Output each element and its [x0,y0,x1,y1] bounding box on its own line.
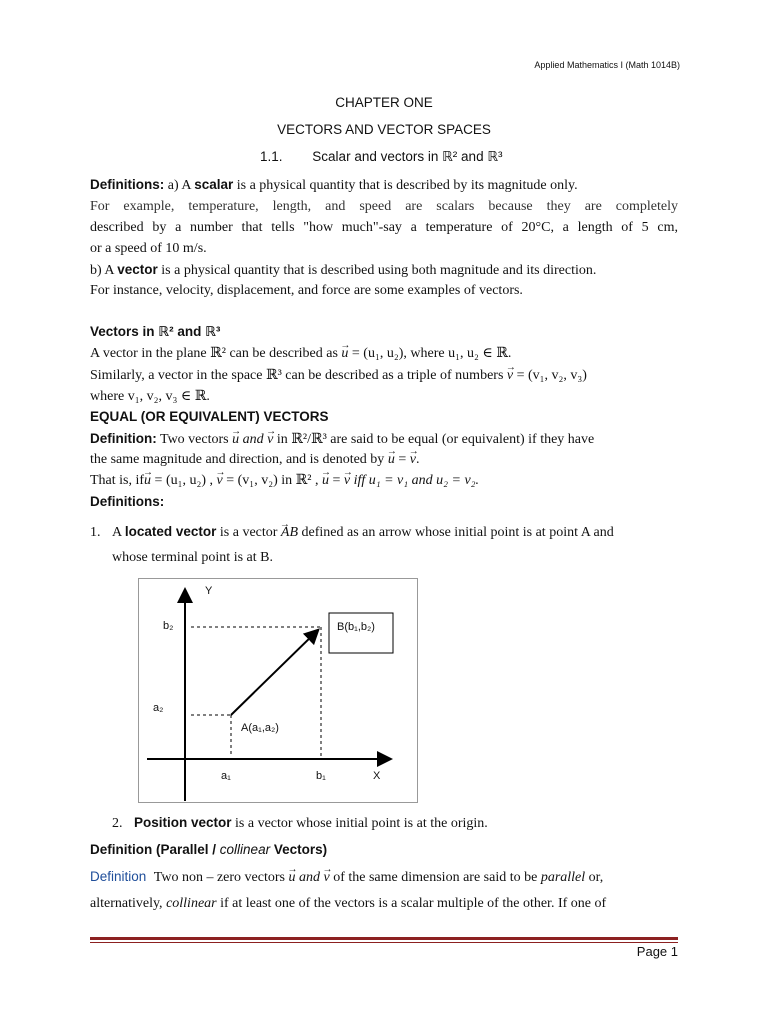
equal-vectors-heading: EQUAL (OR EQUIVALENT) VECTORS [90,409,329,424]
text: alternatively, [90,896,163,911]
plane-vector-line [90,344,678,364]
definition-label: Definition [90,869,147,884]
equal-def-line-1 [90,429,678,450]
vector-v: → v [507,368,513,383]
vector-v: → v [410,452,416,467]
parallel-def-line-2 [90,894,678,914]
text: Two non – zero vectors [153,870,285,885]
located-vector-diagram [138,578,418,803]
text: Similarly, a vector in the space ℝ³ can be described as a triple of numbers [90,368,504,383]
vector-ab-arrow [231,631,317,715]
text: in ℝ²/ℝ³ are said to be equal (or equivalent) if they have [276,432,595,447]
vector-u: → u [341,346,348,361]
term-position-vector: Position vector [134,815,232,830]
text: iff u₁ = v₁ and u₂ = v₂. [353,473,480,488]
text: is a vector [219,525,278,540]
page-number: Page 1 [636,944,678,959]
position-vector-item [112,813,700,834]
text: the same magnitude and direction, and is denoted by [90,452,385,467]
text: or, [588,870,604,885]
vectors-heading: Vectors in ℝ² and ℝ³ [90,324,221,339]
b1-label: b₁ [316,770,326,782]
diagram-svg [139,579,417,802]
section-number: 1.1. [260,149,283,164]
text: A [112,525,122,540]
term-located-vector: located vector [124,524,217,539]
text: = (v₁, v₂) in ℝ² , [226,473,319,488]
section-heading [260,149,503,165]
example-line-2: described by a number that tells "how much"-say a temperature of 20°C, a length of 5 cm, [90,220,678,235]
footer-rule [90,937,678,940]
vector-u: → u [322,473,329,488]
vector-u: → u [232,432,239,447]
term-collinear: collinear [166,896,217,911]
parallel-def-line-1: Definition Two non – zero vectors → u and → v of the same dimension are said to be parallel or, [90,867,678,888]
term-scalar: scalar [194,177,234,192]
definition-label: Definition: [90,431,157,446]
vector-v: → v [217,473,223,488]
example-line-1: For example, temperature, length, and speed are scalars because they are completely [90,199,678,214]
list-number: 1. [90,525,101,540]
point-b-label: B(b₁,b₂) [337,621,375,633]
section-title: Scalar and vectors in ℝ² and ℝ³ [312,149,503,164]
footer-rule-thin [90,942,678,943]
equal-def-line-3: That is, if→ u = (u₁, u₂) , → v = (v₁, v₂) in ℝ² , → u = → v iff u₁ = v₁ and u₂ = v₂. [90,471,678,491]
x-axis-label: X [373,770,381,782]
b2-label: b₂ [163,620,174,632]
text: a) A [167,178,191,193]
definitions-label: Definitions: [90,177,165,192]
text: and [242,432,264,447]
point-b-box [329,613,393,653]
text: Two vectors [160,432,229,447]
text: = (u₁, u₂) , [154,473,214,488]
y-axis-label: Y [205,585,213,597]
term-vector: vector [117,262,158,277]
vector-v: → v [344,473,350,488]
text: Vectors) [273,842,328,857]
text: = (v₁, v₂, v₃) [516,368,587,383]
point-a-label: A(a₁,a₂) [241,722,279,734]
chapter-number: CHAPTER ONE [335,95,433,110]
text: defined as an arrow whose initial point is at point A and [301,525,614,540]
definition-vector [90,260,678,281]
space-vector-line [90,366,678,386]
text: b) A [90,263,114,278]
parallel-heading [90,840,678,860]
example-line-3: or a speed of 10 m/s. [90,241,207,256]
definitions-label-2: Definitions: [90,494,165,509]
list-number: 2. [112,816,123,831]
located-vector-line-2: whose terminal point is at B. [112,550,273,565]
vector-v: → v [323,870,329,885]
vector-ab: → AB [281,525,298,540]
text: collinear [219,842,271,857]
text: Definition (Parallel / [90,842,217,857]
vector-u: → u [388,452,395,467]
running-header: Applied Mathematics I (Math 1014B) [534,60,680,70]
definition-scalar [90,175,678,196]
space-vector-where: where v₁, v₂, v₃ ∈ ℝ. [90,389,210,404]
text: That is, if [90,473,145,488]
located-vector-item [90,522,678,543]
chapter-title: VECTORS AND VECTOR SPACES [277,122,491,137]
text: if at least one of the vectors is a scalar multiple of the other. If one of [220,896,607,911]
vector-v: → v [267,432,273,447]
text: of the same dimension are said to be [333,870,538,885]
text: is a physical quantity that is described using both magnitude and its direction. [161,263,597,278]
text: = (u₁, u₂), where u₁, u₂ ∈ ℝ. [351,346,512,361]
vector-examples: For instance, velocity, displacement, and force are some examples of vectors. [90,283,523,298]
vector-u: → u [288,870,295,885]
equal-def-line-2: the same magnitude and direction, and is denoted by → u = → v. [90,450,678,470]
a1-label: a₁ [221,770,231,782]
text: A vector in the plane ℝ² can be described as [90,346,338,361]
vector-u: → u [144,473,151,488]
a2-label: a₂ [153,702,164,714]
term-parallel: parallel [540,870,586,885]
text: is a physical quantity that is described by its magnitude only. [236,178,578,193]
text: is a vector whose initial point is at the origin. [235,816,488,831]
